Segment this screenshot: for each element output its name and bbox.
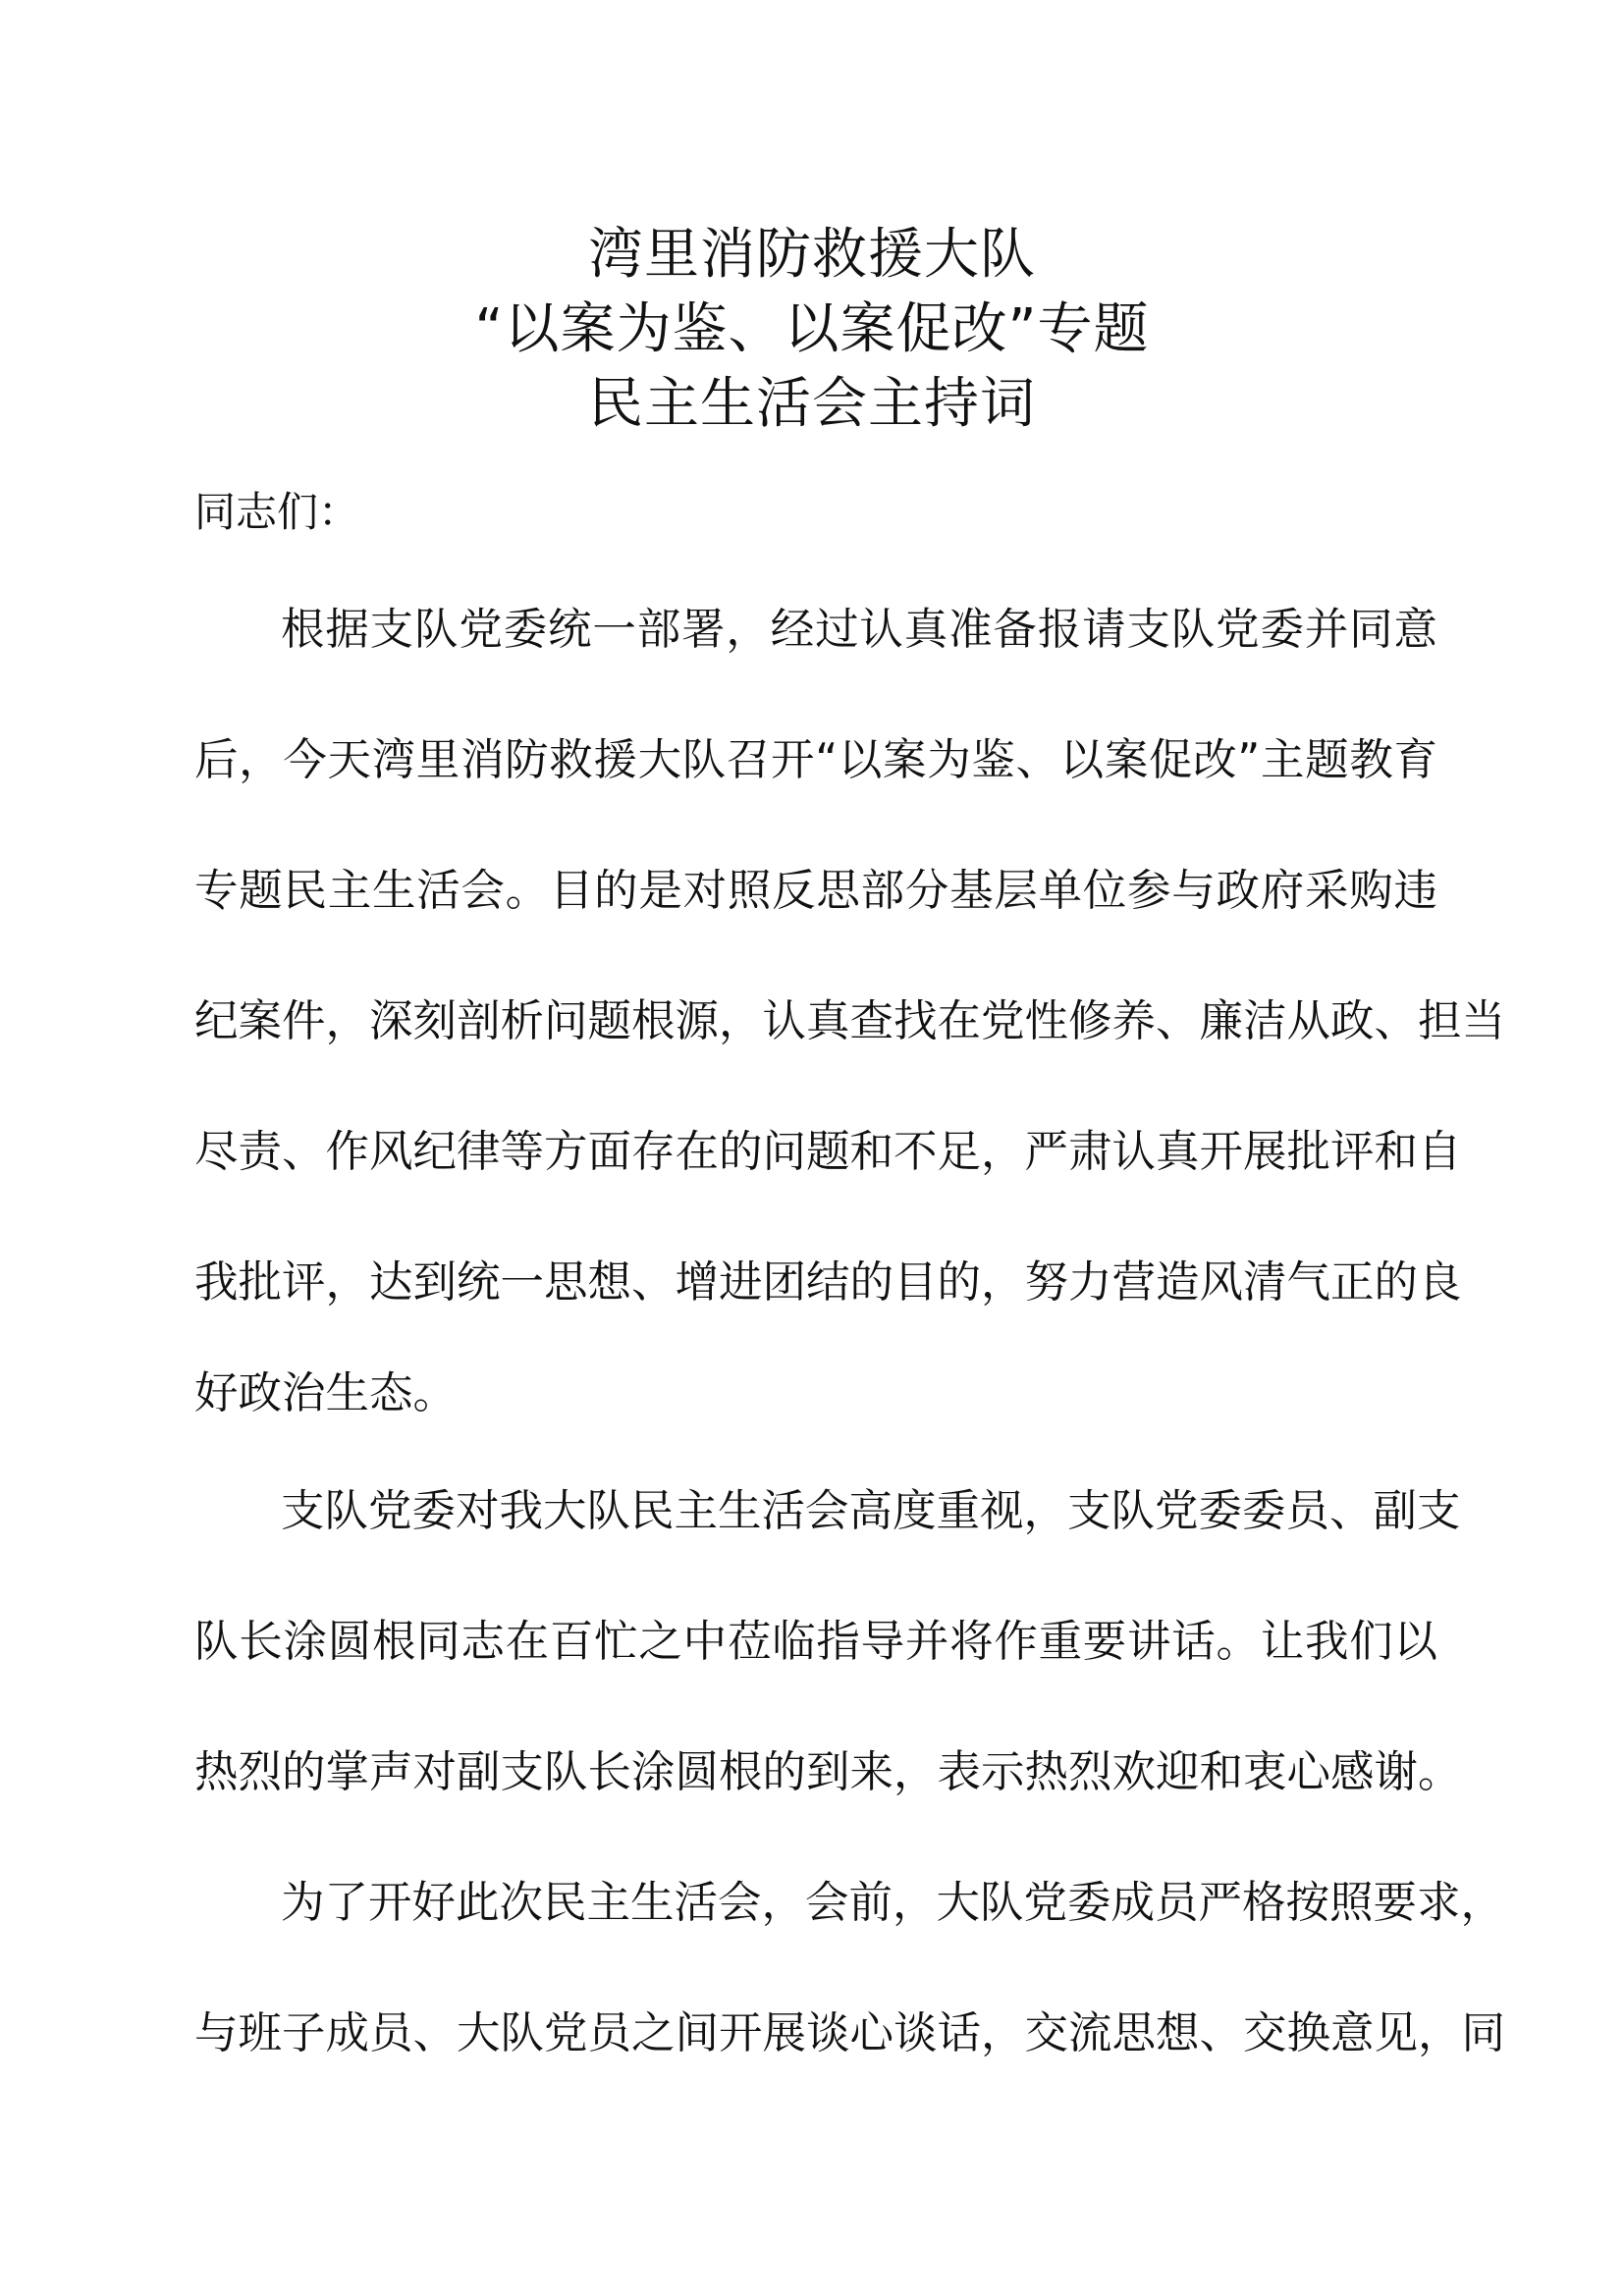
- text-line: 我批评，达到统一思想、增进团结的目的，努力营造风清气正的良: [194, 1257, 1462, 1308]
- text-line: 与班子成员、大队党员之间开展谈心谈话，交流思想、交换意见，同: [194, 2008, 1506, 2058]
- document-title: [0, 218, 1624, 442]
- title-line-topic: “以案为鉴、以案促改”专题: [474, 297, 1150, 361]
- text-line: 根据支队党委统一部署，经过认真准备报请支队党委并同意: [281, 605, 1437, 655]
- text-line: 好政治生态。: [194, 1368, 458, 1418]
- text-line: 支队党委对我大队民主生活会高度重视，支队党委委员、副支: [281, 1486, 1461, 1536]
- text-line: 热烈的掌声对副支队长涂圆根的到来，表示热烈欢迎和衷心感谢。: [194, 1747, 1462, 1797]
- title-line-meeting: 民主生活会主持词: [588, 372, 1036, 436]
- text-line: 纪案件，深刻剖析问题根源，认真查找在党性修养、廉洁从政、担当: [194, 996, 1506, 1046]
- text-line: 队长涂圆根同志在百忙之中莅临指导并将作重要讲话。让我们以: [194, 1617, 1437, 1667]
- text-line: 尽责、作风纪律等方面存在的问题和不足，严肃认真开展批评和自: [194, 1127, 1462, 1177]
- greeting: 同志们：: [194, 488, 360, 536]
- text-line: 专题民主生活会。目的是对照反思部分基层单位参与政府采购违: [194, 866, 1437, 916]
- text-line: 后，今天湾里消防救援大队召开“以案为鉴、以案促改”主题教育: [194, 735, 1437, 785]
- title-line-unit: 湾里消防救援大队: [588, 223, 1036, 287]
- text-line: 为了开好此次民主生活会，会前，大队党委成员严格按照要求，: [281, 1878, 1505, 1928]
